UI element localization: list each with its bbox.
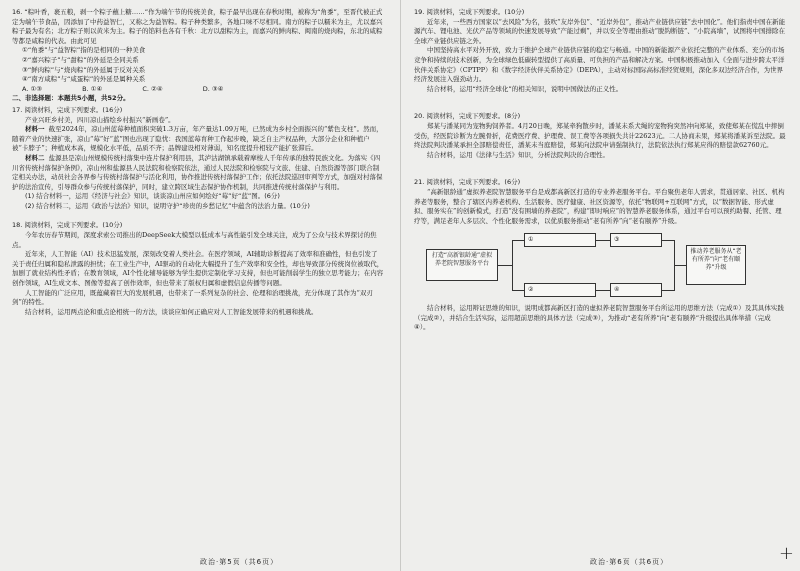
connector-line xyxy=(512,240,513,291)
q17-material-1 xyxy=(12,125,384,154)
diagram-slot-3: ③ xyxy=(610,233,662,247)
registration-mark: + xyxy=(778,543,794,564)
q20-stem: 20. 阅读材料，完成下列要求。(8分) xyxy=(414,112,521,121)
q19-stem: 19. 阅读材料，完成下列要求。(10分) xyxy=(414,8,525,16)
question-17 xyxy=(12,106,384,212)
q18-para-1: 今年农历春节期间，深度求索公司推出的DeepSeek大模型以低成本与高性能引发全球关注，成为了公众与技术界探讨的焦点。 xyxy=(12,231,377,249)
choice-b: B. ①④ xyxy=(82,84,103,93)
question-18 xyxy=(12,221,384,317)
q18-stem: 18. 阅读材料，完成下列要求。(10分) xyxy=(12,221,123,230)
right-page-footer: 政治·第6页（共6页） xyxy=(590,558,669,566)
question-16 xyxy=(12,8,384,94)
q21-para-1: “高新银龄通”虚拟养老院智慧服务平台是成都高新区打造的专业养老服务平台。平台聚焦老年人需求，贯通居家、社区、机构养老等服务，整合了辖区内养老机构、生活服务、医疗健康、社区资源等，依托“物联网+互联网”方式，以“数据智能、形式虚拟、服务实在”的创新模式，打造“没有围墙的养老院”，构建“即时响应”的智慧养老服务体系，通过平台可以预约助餐、托管、理疗等，满足老年人多层次、个性化服务需求，以优质服务推动“老有所养”向“老有颐养”升级。 xyxy=(414,187,785,225)
page-divider xyxy=(400,0,401,571)
q16-option-3: ③“鲜肉粽”与“烧肉粽”的外延属于反对关系 xyxy=(22,65,146,74)
material-2-label: 材料二 xyxy=(25,153,45,162)
q16-option-1: ①“角黍”与“益智粽”指的是相同的一种美食 xyxy=(22,46,146,55)
connector-line xyxy=(662,240,674,241)
connector-line xyxy=(512,240,524,241)
q20-para-1: 郑某与潘某同为宠物狗饲养者。4月20日晚，郑某牵狗散步时，潘某未系犬绳的宠物狗突然冲向郑某，致使郑某在慌乱中摔倒受伤，经医院诊断为左腕骨折，花费医疗费、护理费、误工费等各项损失共计22623元。二人协商未果，郑某将潘某诉至法院。最终法院判决潘某承担全部赔偿责任，潘某未当庭赔偿，郑某向法院申请强制执行，法院依法执行郑某应得的赔偿款62760元。 xyxy=(414,121,786,150)
choice-c: C. ②④ xyxy=(142,84,163,93)
choice-d: D. ③④ xyxy=(202,84,224,93)
q21-requirement: 结合材料，运用辩证思维的知识，说明成都高新区打造的虚拟养老院智慧服务平台所运用的思维方法（完成①）及其具体实践（完成②），并结合生活实际，运用超前思维的具体方法（完成③），为推动“老有所养”向“老有颐养”升级提出具体举措（完成④）。 xyxy=(414,304,784,332)
material-1-label: 材料一 xyxy=(25,125,45,134)
diagram-start-box: 打造“高新银龄通”虚拟养老院智慧服务平台 xyxy=(426,249,498,281)
question-20 xyxy=(414,112,786,160)
section-heading: 二、非选择题：本题共5小题，共52分。 xyxy=(12,94,130,103)
connector-line xyxy=(674,265,686,266)
q20-requirement: 结合材料，运用《法律与生活》知识，分析法院判决的合理性。 xyxy=(427,150,609,159)
material-1-text: 截至2024年，凉山州蓝莓种植面积突破1.3万亩，年产量达1.09万吨，已然成为乡村全面振兴的“紫色支柱”。然而，随着产业的快速扩张，凉山“莓”好“蓝”图也出现了隐忧：我国蓝莓育种工作起步晚，缺乏自主产权品种，大部分企业和种植户被“卡脖子”；种植成本高，规模化水平低，品质不齐；品牌建设相对薄弱，知名度提升相较产能扩张滞后。 xyxy=(12,125,383,153)
diagram-slot-2: ② xyxy=(524,283,596,297)
left-page xyxy=(12,6,384,562)
right-page xyxy=(414,6,786,562)
diagram-goal-box: 推动养老服务从“老有所养”向“老有颐养”升级 xyxy=(686,245,746,285)
q17-sub-1: (1) 结合材料一，运用《经济与社会》知识，谈谈凉山州应如何绘好“莓”好“蓝”图。(6分) xyxy=(25,192,280,201)
connector-line xyxy=(596,290,610,291)
left-page-footer: 政治·第5页（共6页） xyxy=(200,558,279,566)
question-21 xyxy=(414,178,786,333)
material-2-text: 盐源县是凉山州规模传统村落集中连片保护利用县，其泸沽湖镇承载着摩梭人千年传承的独特民族文化。为落实《四川省传统村落保护条例》，凉山州和盐源县人民法院和检察院依法，通过人民法院和检察院与文旅、住建、自然资源等部门联合制定相关办法，动员社会各界参与传统村落保护与活化利用，协作推进传统村落保护工作；依托法院巡回审判等方式，加强对村落保护的法治宣传，引导群众参与传统村落保护，同时，建立跨区域生态保护协作机制，共同推进传统村落保护与利用。 xyxy=(12,153,383,191)
q17-sub-2: (2) 结合材料二，运用《政治与法治》知识，说明守护“珍贵的乡愁记忆”中蕴含的法治力量。(10分) xyxy=(25,201,310,210)
question-19 xyxy=(414,8,786,94)
q16-option-2: ②“嘉兴粽子”与“甜粽”的外延是全同关系 xyxy=(22,55,139,64)
q19-para-1: 近年来，一些西方国家以“去风险”为名，鼓吹“友岸外包”、“近岸外包”，推动产业链供应链“去中国化”。他们指责中国在新能源汽车、锂电池、光伏产品等领域的快速发展导致“产能过剩”，并以安全等理由推动“脱钩断链”、“小院高墙”，试图将中国排除在全球产业链供应链之外。 xyxy=(414,17,786,45)
connector-line xyxy=(512,290,524,291)
q18-requirement: 结合材料，运用两点论和重点论相统一的方法，谈谈应如何正确应对人工智能发展带来的机遇和挑战。 xyxy=(25,307,318,316)
q16-option-4: ④“南方咸粽”与“咸蛋粽”的外延是属种关系 xyxy=(22,75,146,84)
q18-para-3: 人工智能的广泛应用，既蕴藏着巨大的发展机遇，也带来了一系列复杂的社会、伦理和治理挑战，充分体现了其作为“双刃剑”的特性。 xyxy=(12,288,373,307)
q19-requirement: 结合材料，运用“经济全球化”的相关知识，说明中国做法的正义性。 xyxy=(427,84,623,93)
q18-para-2: 近年来，人工智能（AI）技术迅猛发展，深刻改变着人类社会。在医疗领域，AI辅助诊断提高了效率和准确性，但也引发了关于责任归属和隐私泄露的担忧；在工业生产中，AI驱动的自动化大幅提升了生产效率和安全性，却也导致部分传统岗位被取代，加剧了就业结构性矛盾；在教育领域，AI个性化辅导能够为学生提供定制化学习支持，但也可能削弱学生的独立思考能力；在内容创作领域，AI生成文本、图像等提高了创作效率，但也带来了版权归属和虚假信息传播等问题。 xyxy=(12,250,384,288)
q21-stem: 21. 阅读材料，完成下列要求。(6分) xyxy=(414,178,521,187)
thinking-diagram xyxy=(426,231,746,299)
connector-line xyxy=(596,240,610,241)
q19-para-2: 中国坚持高水平对外开放，致力于维护全球产业链供应链的稳定与畅通。中国的新能源产业依托完整的产业体系、充分的市场竞争和持续的技术创新，为全球绿色低碳转型提供了高质量、可负担的产品和解决方案。中国积极推动加入《全面与进步跨太平洋伙伴关系协定》（CPTPP）和《数字经济伙伴关系协定》（DEPA），主动对标国际高标准经贸规则，深化多双边经济合作，为世界经济发展注入强劲动力。 xyxy=(414,46,785,84)
choice-a: A. ①③ xyxy=(22,84,43,93)
q16-choices xyxy=(12,85,384,95)
q17-intro: 产业兴旺乡村美，四川凉山描绘乡村振兴“新画卷”。 xyxy=(25,115,175,124)
q17-stem: 17. 阅读材料，完成下列要求。(16分) xyxy=(12,105,123,114)
diagram-slot-1: ① xyxy=(524,233,596,247)
connector-line xyxy=(498,265,512,266)
q16-options xyxy=(12,46,384,84)
q17-material-2 xyxy=(12,154,384,192)
connector-line xyxy=(662,290,674,291)
diagram-slot-4: ④ xyxy=(610,283,662,297)
q16-stem: 16. “粽叶香，裹五粮，剥一个粽子蘸上糖……”作为端午节的传统美食，粽子最早出现在春秋时期，被称为“角黍”，至晋代被正式定为端午节食品，因添加了中药益智仁，又称之为益智粽。粽子种类繁多，各地口味不尽相同。南方的粽子以糯米为主，尤以嘉兴粽子最为有名；北方粽子则以黄米为主。粽子的馅料也各有千秋：北方以甜粽为主，而嘉兴的鲜肉粽、闽南的烧肉粽，东北的咸粽等都是咸粽的代表。由此可见 xyxy=(12,8,383,45)
